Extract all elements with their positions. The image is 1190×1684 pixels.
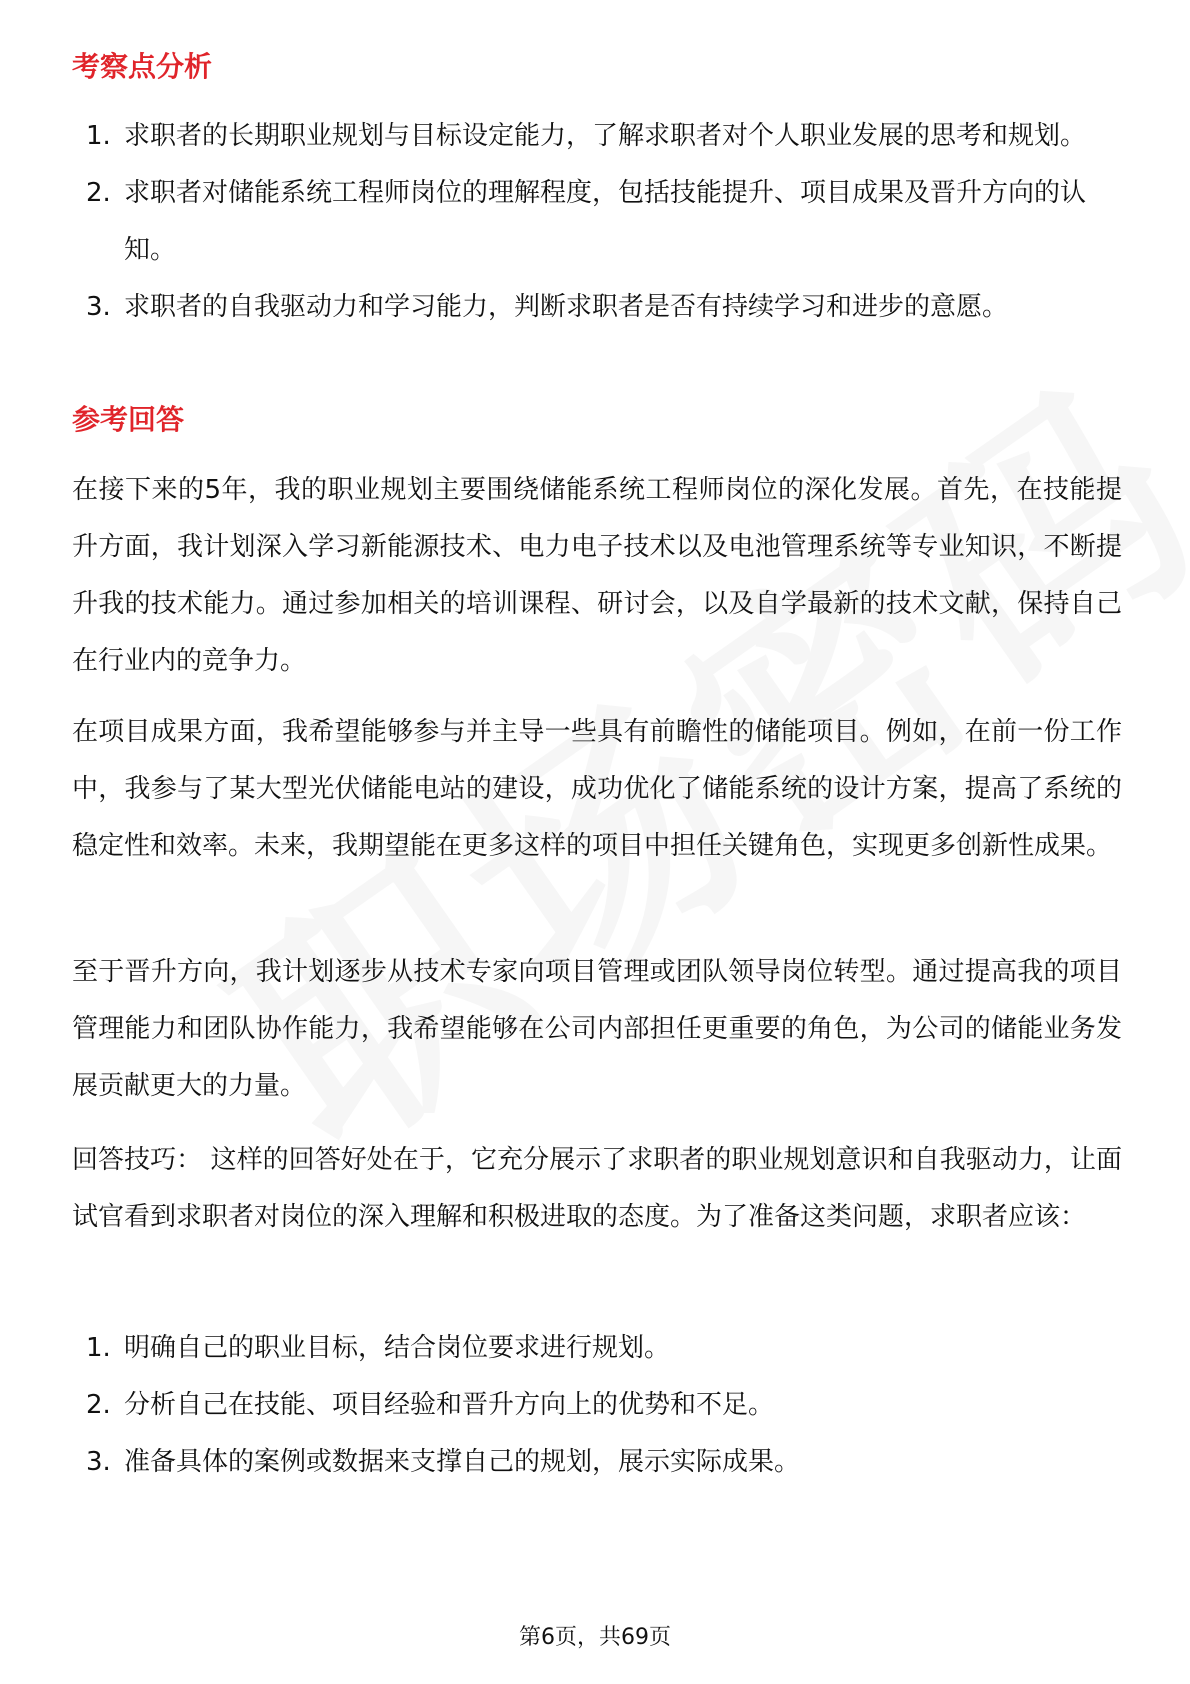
list-text: 求职者对储能系统工程师岗位的理解程度，包括技能提升、项目成果及晋升方向的认知。: [124, 178, 1087, 265]
list-item: [72, 279, 1122, 336]
list-item: [72, 165, 1122, 279]
answer-heading: 参考回答: [72, 403, 185, 436]
list-number: 1.: [86, 1333, 111, 1363]
list-text: 分析自己在技能、项目经验和晋升方向上的优势和不足。: [124, 1390, 775, 1420]
list-number: 3.: [86, 1447, 111, 1477]
list-item: [72, 108, 1122, 165]
list-item: [72, 1320, 1122, 1377]
answer-paragraph: 至于晋升方向，我计划逐步从技术专家向项目管理或团队领导岗位转型。通过提高我的项目管理能力和团队协作能力，我希望能够在公司内部担任更重要的角色，为公司的储能业务发展贡献更大的力量。: [72, 957, 1122, 1101]
analysis-list: [72, 108, 1122, 336]
list-text: 求职者的自我驱动力和学习能力，判断求职者是否有持续学习和进步的意愿。: [124, 292, 1009, 322]
tips-paragraph: 回答技巧： 这样的回答好处在于，它充分展示了求职者的职业规划意识和自我驱动力，让面试官看到求职者对岗位的深入理解和积极进取的态度。为了准备这类问题，求职者应该：: [72, 1145, 1122, 1232]
page-number: 第6页，共69页: [519, 1625, 671, 1650]
list-item: [72, 1434, 1122, 1491]
answer-paragraph: 在接下来的5年，我的职业规划主要围绕储能系统工程师岗位的深化发展。首先，在技能提升方面，我计划深入学习新能源技术、电力电子技术以及电池管理系统等专业知识，不断提升我的技术能力。通过参加相关的培训课程、研讨会，以及自学最新的技术文献，保持自己在行业内的竞争力。: [72, 475, 1122, 676]
list-text: 明确自己的职业目标，结合岗位要求进行规划。: [124, 1333, 671, 1363]
list-item: [72, 1377, 1122, 1434]
list-number: 2.: [86, 1390, 111, 1420]
list-text: 求职者的长期职业规划与目标设定能力，了解求职者对个人职业发展的思考和规划。: [124, 121, 1087, 151]
list-number: 3.: [86, 292, 111, 322]
tips-list: [72, 1320, 1122, 1491]
list-text: 准备具体的案例或数据来支撑自己的规划，展示实际成果。: [124, 1447, 801, 1477]
answer-paragraph: 在项目成果方面，我希望能够参与并主导一些具有前瞻性的储能项目。例如，在前一份工作中，我参与了某大型光伏储能电站的建设，成功优化了储能系统的设计方案，提高了系统的稳定性和效率。未来，我期望能在更多这样的项目中担任关键角色，实现更多创新性成果。: [72, 717, 1122, 861]
list-number: 1.: [86, 121, 111, 151]
list-number: 2.: [86, 178, 111, 208]
analysis-heading: 考察点分析: [72, 50, 213, 83]
